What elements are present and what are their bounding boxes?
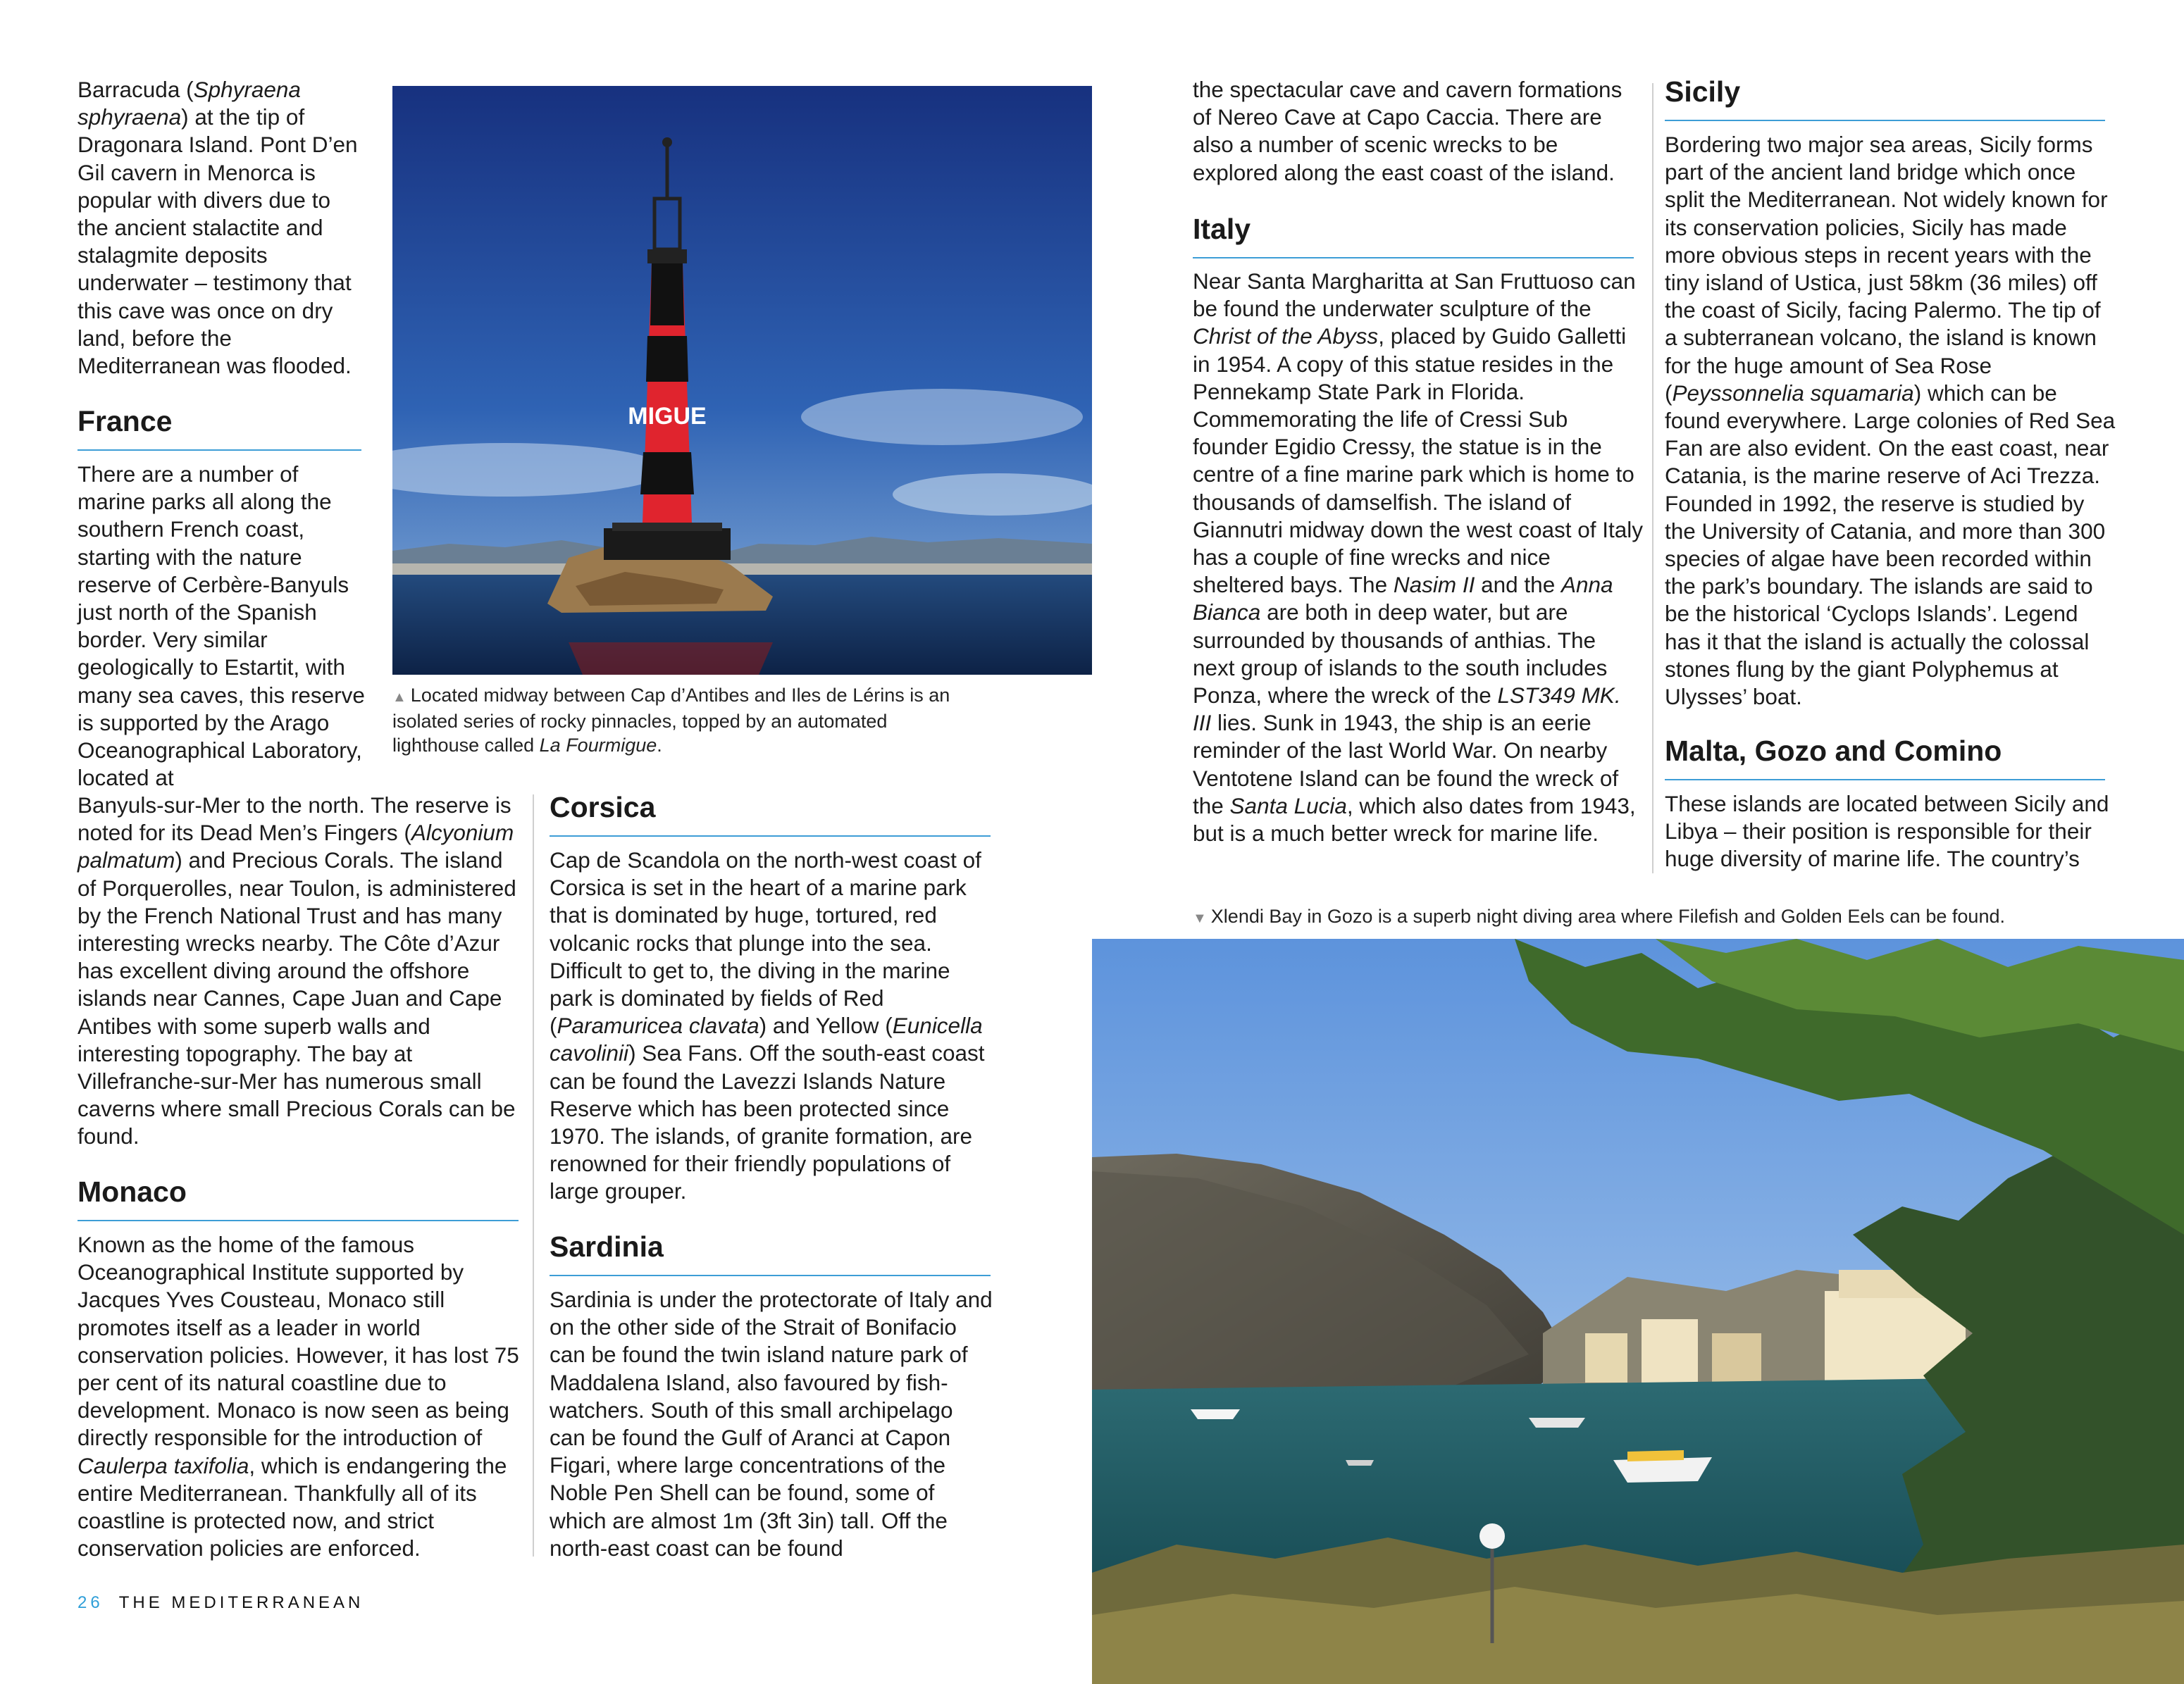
monaco-heading: Monaco — [77, 1172, 519, 1221]
malta-paragraph: These islands are located between Sicily and Libya – their position is responsible for their huge diversity of marine life. The country’s — [1665, 791, 2109, 872]
column-divider — [533, 794, 534, 1557]
lighthouse-label: MIGUE — [628, 403, 707, 430]
page-footer — [77, 1593, 364, 1613]
page-number: 26 — [77, 1593, 104, 1612]
column-divider-right — [1652, 83, 1653, 873]
caption-triangle-down-icon: ▼ — [1193, 911, 1207, 926]
sicily-heading: Sicily — [1665, 72, 2105, 121]
sardinia-paragraph: Sardinia is under the protectorate of Italy and on the other side of the Strait of Bonifacio can be found the twin island nature park of Maddalena Island, also favoured by fish-watchers. South of this small archipelago can be found the Gulf of Aranci at Capon Figari, where large concentrations of the Noble Pen Shell can be found, some of which are almost 1m (3ft 3in) tall. Off the north-east coast can be found — [550, 1287, 993, 1561]
lighthouse-caption: ▲ Located midway between Cap d’Antibes and Iles de Lérins is an isolated series of rocky pinnacles, topped by an automated lighthouse called La Fourmigue. — [392, 685, 950, 756]
xlendi-bay-photo — [1092, 939, 2184, 1684]
malta-heading: Malta, Gozo and Comino — [1665, 731, 2105, 780]
corsica-paragraph: Cap de Scandola on the north-west coast of Corsica is set in the heart of a marine park that is dominated by huge, tortured, red volcanic rocks that plunge into the sea. Difficult to get to, the diving in the marine park is dominated by fields of Red (Paramuricea clavata) and Yellow (Eunicella cavolinii) Sea Fans. Off the south-east coast can be found the Lavezzi Islands Nature Reserve which has been protected since 1970. The islands, of granite formation, are renowned for their friendly populations of large grouper. — [550, 847, 985, 1204]
intro-paragraph: Barracuda (Sphyraena sphyraena) at the tip of Dragonara Island. Pont D’en Gil cavern in Menorca is popular with divers due to the ancient stalactite and stalagmite deposits underwater – testimony that this cave was once on dry land, before the Mediterranean was flooded. — [77, 77, 358, 379]
monaco-paragraph: Known as the home of the famous Oceanographical Institute supported by Jacques Yves Cousteau, Monaco still promotes itself as a leader in world conservation policies. However, it has lost 75 per cent of its natural coastline due to development. Monaco is now seen as being directly responsible for the introduction of Caulerpa taxifolia, which is endangering the entire Mediterranean. Thankfully all of its coastline is protected now, and strict conservation policies are enforced. — [77, 1232, 519, 1561]
lighthouse-photo — [392, 86, 1092, 675]
france-paragraph-2: Banyuls-sur-Mer to the north. The reserve is noted for its Dead Men’s Fingers (Alcyonium palmatum) and Precious Corals. The island of Porquerolles, near Toulon, is administered by the French National Trust and has many interesting wrecks nearby. The Côte d’Azur has excellent diving around the offshore islands near Cannes, Cape Juan and Cape Antibes with some superb walls and interesting topography. The bay at Villefranche-sur-Mer has numerous small caverns where small Precious Corals can be found. — [77, 792, 516, 1149]
xlendi-caption: ▼ Xlendi Bay in Gozo is a superb night diving area where Filefish and Golden Eels can be found. — [1193, 906, 2005, 927]
italy-heading: Italy — [1193, 209, 1634, 258]
france-paragraph-1: There are a number of marine parks all along the southern French coast, starting with the nature reserve of Cerbère-Banyuls just north of the Spanish border. Very similar geologically to Estartit, with many sea caves, this reserve is supported by the Arago Oceanographical Laboratory, located at — [77, 461, 365, 791]
sicily-paragraph: Bordering two major sea areas, Sicily forms part of the ancient land bridge which once split the Mediterranean. Not widely known for its conservation policies, Sicily has made more obvious steps in recent years with the tiny island of Ustica, just 58km (36 miles) off the coast of Sicily, facing Palermo. The tip of a subterranean volcano, the island is known for the huge amount of Sea Rose (Peyssonnelia squamaria) which can be found everywhere. Large colonies of Red Sea Fan are also evident. On the east coast, near Catania, is the marine reserve of Aci Trezza. Founded in 1992, the reserve is studied by the University of Catania, and more than 300 species of algae have been recorded within the park’s boundary. The islands are said to be the historical ‘Cyclops Islands’. Legend has it that the island is actually the colossal stones flung by the giant Polyphemus at Ulysses’ boat. — [1665, 132, 2116, 710]
section-title: THE MEDITERRANEAN — [118, 1593, 364, 1612]
sardinia-continued-paragraph: the spectacular cave and cavern formations of Nereo Cave at Capo Caccia. There are also a number of scenic wrecks to be explored along the east coast of the island. — [1193, 77, 1623, 185]
corsica-heading: Corsica — [550, 787, 991, 837]
caption-triangle-up-icon: ▲ — [392, 690, 407, 705]
italy-paragraph: Near Santa Margharitta at San Fruttuoso can be found the underwater sculpture of the Christ of the Abyss, placed by Guido Galletti in 1954. A copy of this statue resides in the Pennekamp State Park in Florida. Commemorating the life of Cressi Sub founder Egidio Cressy, the statue is in the centre of a fine marine park which is home to thousands of damselfish. The island of Giannutri midway down the west coast of Italy has a couple of fine wrecks and nice sheltered bays. The Nasim II and the Anna Bianca are both in deep water, but are surrounded by thousands of anthias. The next group of islands to the south includes Ponza, where the wreck of the LST349 MK. III lies. Sunk in 1943, the ship is an eerie reminder of the last World War. On nearby Ventotene Island can be found the wreck of the Santa Lucia, which also dates from 1943, but is a much better wreck for marine life. — [1193, 268, 1644, 847]
sardinia-heading: Sardinia — [550, 1227, 991, 1276]
france-heading: France — [77, 401, 361, 451]
